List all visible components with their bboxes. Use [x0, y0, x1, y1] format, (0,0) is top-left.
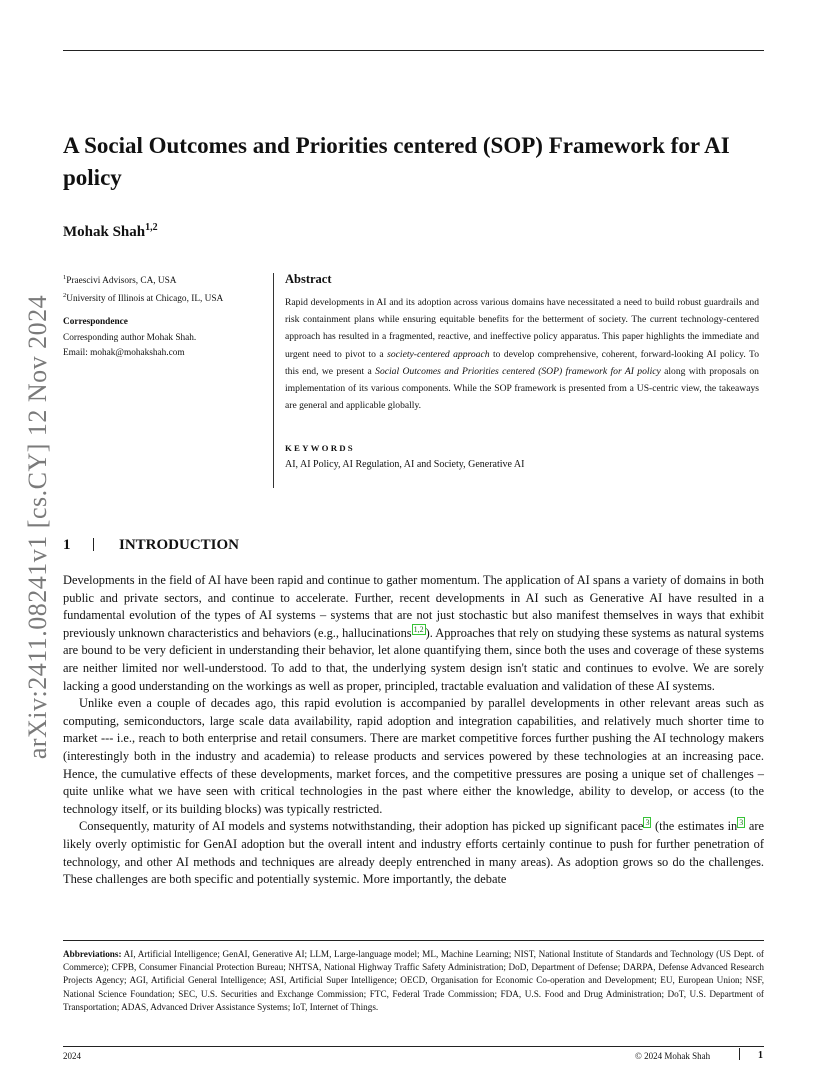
footer-year: 2024 [63, 1051, 81, 1061]
abstract-divider [273, 273, 274, 488]
footer-separator [739, 1048, 740, 1060]
citation-link[interactable]: 3 [645, 818, 650, 828]
abbreviations-rule [63, 940, 764, 941]
section-separator [93, 538, 94, 551]
abstract-text: Rapid developments in AI and its adoption across various domains have necessitated a need to build robust guardrails and risk containment plans while ensuring equitable benefits for the betterment of society. The current technology-centered approach has resulted in a fragmented, reactive, and ineffective policy apparatus. This paper highlights the immediate and urgent need to pivot to a society-centered approach to develop comprehensive, coherent, forward-looking AI policy. To this end, we present a Social Outcomes and Priorities centered (SOP) framework for AI policy along with proposals on implementation of its various components. While the SOP framework is presented from a US-centric view, the takeaways are general and applicable globally. [285, 297, 759, 412]
footer-copyright: © 2024 Mohak Shah [635, 1051, 711, 1061]
section-title: INTRODUCTION [119, 537, 240, 553]
abbreviations-note: Abbreviations: AI, Artificial Intelligence; GenAI, Generative AI; LLM, Large-language model; ML, Machine Learning; NIST, National Institute of Standards and Technology (US Dept. of Commerce); CFPB, Consumer Financial Protection Bureau; NHTSA, National Highway Traffic Safety Administration; DoD, Department of Defense; DARPA, Defense Advanced Research Projects Agency; AGI, Artificial General Intelligence; ASI, Artificial Super Intelligence; OECD, Organisation for Economic Co-operation and Development; EU, European Union; NSF, National Science Foundation; SEC, U.S. Securities and Exchange Commission; FTC, Federal Trade Commission; FDA, U.S. Food and Drug Administration; DoT, U.S. Department of Transportation; ADAS, Advanced Driver Assistance Systems; IoT, Internet of Things. [63, 949, 764, 1012]
author-name: Mohak Shah$^{1,2}$ [63, 222, 158, 240]
author-superscript: 1,2 [145, 222, 158, 233]
citation-link[interactable]: 3 [739, 818, 744, 828]
paragraph-2: Unlike even a couple of decades ago, this rapid evolution is accompanied by parallel developments in other relevant areas such as computing, semiconductors, large scale data availability, rapid adoption and integration capabilities, and relatively much shorter time to market --- i.e., reach to both enterprise and retail consumers. There are market competitive forces further pushing the AI technology makers (interestingly both in the industry and academia) to release products and services powered by these technologies at an increasing pace. Hence, the cumulative effects of these developments, market forces, and the competitive pressures are posing a unique set of challenges – quite unlike what we have seen with critical technologies in the past where either the knowledge, ability to develop, or access (to the technology itself, or its building blocks) was typically restricted. [63, 696, 764, 816]
page-number: 1 [758, 1050, 763, 1061]
keywords-list: AI, AI Policy, AI Regulation, AI and Society, Generative AI [285, 459, 525, 470]
paper-title: A Social Outcomes and Priorities centered (SOP) Framework for AI policy [63, 133, 730, 190]
abstract-heading: Abstract [285, 272, 332, 286]
correspondence-line: Corresponding author Mohak Shah. [63, 333, 197, 343]
citation-link[interactable]: 1,2 [413, 624, 424, 634]
paragraph-3: Consequently, maturity of AI models and systems notwithstanding, their adoption has picked up significant pace $^3$ (the estimates in $^3$ are likely overly optimistic for GenAI adoption but the overall intent and industry efforts certainly continue to push for further penetration of technology, and other AI methods and techniques are already deeply entrenched in many areas). As adoption grows so do the challenges. These challenges are both specific and potentially systemic. More importantly, the debate [63, 818, 764, 887]
footer-rule [63, 1046, 764, 1047]
paragraph-1: Developments in the field of AI have been rapid and continue to gather momentum. The application of AI spans a variety of domains in both public and private sectors, and continue to accelerate. Further, recent developments in AI such as Generative AI have resulted in a fundamental evolution of the types of AI systems – systems that are not just stochastic but also manifest themselves in ways that exhibit previously unknown characteristics and behaviors (e.g., hallucinations $^{1,2}$ ). Approaches that rely on studying these systems as natural systems are bound to be very deficient in understanding their behavior, let alone quantifying them, since both the uses and coverage of these systems are neither limited nor well-understood. To add to that, the underlying system design isn't static and continues to evolve. We are sorely lacking a good understanding on the workings as well as proper, principled, tractable evaluation and validation of these AI systems. [63, 573, 764, 693]
keywords-heading: KEYWORDS [285, 443, 355, 453]
correspondence-email: Email: mohak@mohakshah.com [63, 348, 185, 358]
affiliation-2: $^2$University of Illinois at Chicago, IL, USA [63, 292, 224, 305]
section-number: 1 [63, 537, 71, 553]
introduction-body [63, 572, 764, 889]
affiliation-1: $^1$Praescivi Advisors, CA, USA [63, 274, 177, 287]
top-rule [63, 50, 764, 51]
correspondence-heading: Correspondence [63, 317, 128, 327]
